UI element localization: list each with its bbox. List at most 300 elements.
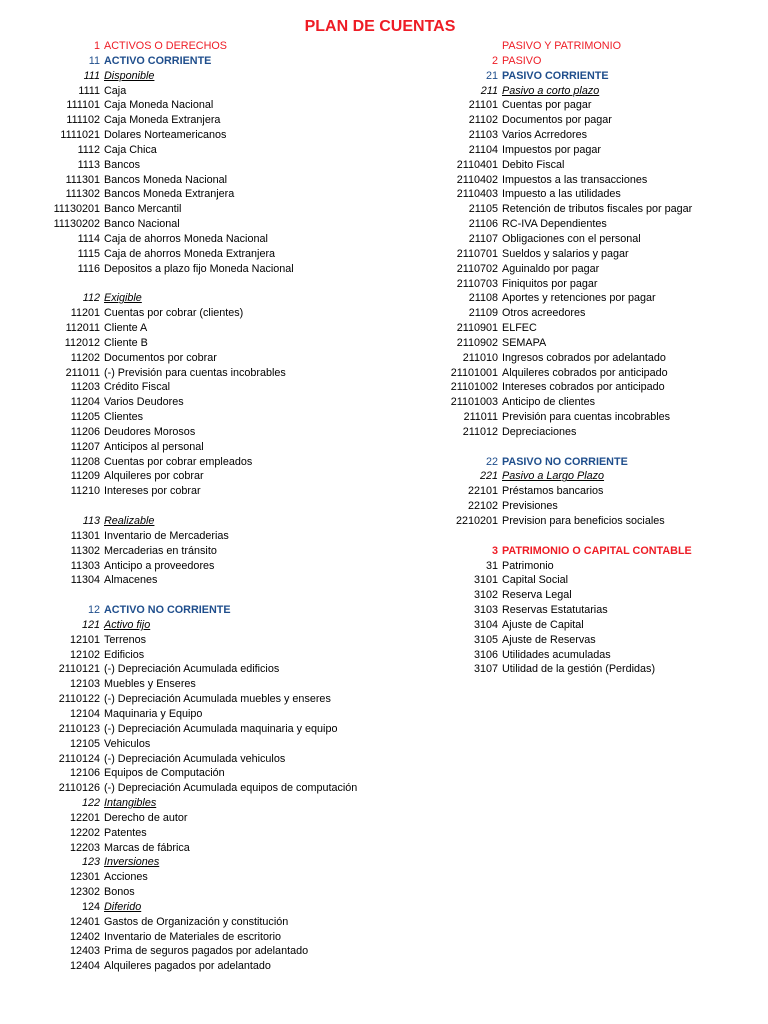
account-code: 2110703 — [456, 277, 498, 290]
account-label: Equipos de Computación — [104, 767, 225, 780]
account-row — [0, 781, 357, 796]
account-code: 12101 — [69, 633, 100, 646]
account-row — [402, 603, 692, 618]
account-row — [0, 187, 357, 202]
account-code: 2110124 — [58, 752, 100, 765]
account-row — [0, 900, 357, 915]
account-row — [402, 559, 692, 574]
account-label: Inversiones — [104, 856, 160, 869]
account-label: Mercaderias en tránsito — [104, 544, 217, 557]
account-label: Pasivo a Largo Plazo — [502, 470, 605, 483]
account-row — [0, 351, 357, 366]
account-label: Cuentas por cobrar (clientes) — [104, 307, 244, 320]
account-label: Patrimonio — [502, 559, 554, 572]
account-label: Realizable — [104, 515, 155, 527]
account-code: 2110126 — [58, 782, 100, 795]
account-label: Derecho de autor — [104, 811, 188, 824]
account-code: 211011 — [65, 366, 100, 379]
account-code: 1114 — [77, 232, 100, 245]
account-row — [0, 262, 357, 277]
account-code — [0, 277, 104, 292]
account-code: 3102 — [473, 589, 498, 602]
account-row — [402, 262, 692, 277]
account-row — [0, 766, 357, 781]
account-label: Reserva Legal — [502, 589, 572, 602]
account-row — [0, 202, 357, 217]
account-row — [402, 633, 692, 648]
account-label: Muebles y Enseres — [104, 678, 196, 691]
account-row — [0, 841, 357, 856]
account-row — [402, 277, 692, 292]
account-row — [402, 321, 692, 336]
account-row — [0, 559, 357, 574]
account-row — [0, 440, 357, 455]
account-label: PASIVO Y PATRIMONIO — [502, 40, 621, 52]
account-code: 11210 — [70, 485, 100, 498]
account-row — [0, 752, 357, 767]
account-label: Disponible — [104, 69, 155, 82]
account-code: 112012 — [64, 336, 100, 349]
account-label: Retención de tributos fiscales por pagar — [502, 203, 693, 216]
account-row — [402, 469, 692, 484]
account-code: 111301 — [65, 173, 100, 186]
account-code: 11130201 — [53, 203, 100, 216]
account-row — [0, 128, 357, 143]
account-row — [402, 232, 692, 247]
account-label: Clientes — [104, 411, 144, 424]
account-row — [402, 410, 692, 425]
account-row — [0, 173, 357, 188]
account-code: 111101 — [66, 99, 100, 112]
account-label: (-) Depreciación Acumulada muebles y enseres — [104, 693, 331, 706]
account-label: Vehiculos — [104, 737, 151, 750]
account-row — [402, 173, 692, 188]
account-code: 3106 — [473, 648, 498, 661]
account-row — [402, 39, 692, 54]
account-label: Previsión para cuentas incobrables — [502, 411, 671, 424]
account-code: 21103 — [468, 129, 498, 142]
account-row — [0, 84, 357, 99]
account-row — [402, 366, 692, 381]
account-code: 2110901 — [456, 322, 498, 335]
account-row — [0, 811, 357, 826]
account-row — [0, 826, 357, 841]
account-code: 112 — [82, 292, 100, 305]
account-label: Utilidad de la gestión (Perdidas) — [502, 663, 656, 676]
account-row — [402, 395, 692, 410]
account-label: Debito Fiscal — [502, 158, 565, 171]
account-label: ELFEC — [502, 322, 537, 335]
account-code: 11201 — [70, 307, 100, 320]
account-code: 2210201 — [455, 515, 498, 527]
account-code: 111302 — [65, 188, 100, 201]
account-label: Intereses cobrados por anticipado — [502, 381, 665, 394]
account-code: 11130202 — [53, 218, 100, 231]
account-label: Prevision para beneficios sociales — [502, 515, 665, 527]
account-row — [0, 796, 357, 811]
account-code: 211 — [480, 84, 498, 97]
account-code: 111 — [83, 69, 100, 82]
account-code: 21104 — [468, 143, 498, 156]
account-row — [402, 217, 692, 232]
account-code: 3104 — [473, 618, 498, 631]
account-code: 1115 — [77, 247, 100, 260]
account-row — [0, 915, 357, 930]
account-label: Bancos — [104, 158, 141, 171]
account-row — [0, 930, 357, 945]
account-code: 211011 — [463, 411, 498, 424]
account-label: Prima de seguros pagados por adelantado — [104, 945, 309, 958]
account-code: 12402 — [69, 930, 100, 943]
account-label: Crédito Fiscal — [104, 381, 170, 394]
account-label: Utilidades acumuladas — [502, 648, 611, 661]
account-row — [402, 158, 692, 173]
page-title: PLAN DE CUENTAS — [304, 18, 456, 35]
account-row — [0, 603, 357, 618]
account-code: 12201 — [69, 811, 100, 824]
account-label: Anticipo de clientes — [502, 396, 596, 409]
account-row — [0, 707, 357, 722]
account-row — [402, 291, 692, 306]
account-label: (-) Depreciación Acumulada vehiculos — [104, 752, 286, 765]
account-row — [0, 277, 357, 292]
account-label: Ingresos cobrados por adelantado — [502, 351, 666, 364]
account-label: Alquileres pagados por adelantado — [104, 960, 271, 973]
account-label: Impuestos por pagar — [502, 143, 602, 156]
account-row — [402, 69, 692, 84]
account-code: 11301 — [70, 529, 100, 542]
account-label: (-) Previsión para cuentas incobrables — [104, 366, 286, 379]
account-code: 12404 — [69, 960, 100, 973]
account-label: Caja de ahorros Moneda Extranjera — [104, 247, 276, 260]
account-row — [0, 410, 357, 425]
account-label: Caja — [104, 84, 127, 97]
account-row — [402, 98, 692, 113]
account-row — [0, 469, 357, 484]
account-code: 3103 — [473, 604, 498, 617]
account-row — [0, 959, 357, 974]
account-row — [0, 514, 357, 529]
account-code: 11203 — [70, 381, 100, 394]
account-row — [0, 737, 357, 752]
account-code: 2110402 — [456, 173, 498, 186]
account-row — [0, 306, 357, 321]
account-code: 21106 — [468, 218, 498, 231]
account-row — [402, 380, 692, 395]
account-label: PATRIMONIO O CAPITAL CONTABLE — [502, 544, 692, 557]
account-row — [0, 692, 357, 707]
account-label: Cliente B — [104, 336, 148, 349]
account-code: 11209 — [70, 470, 100, 483]
account-code: 1112 — [77, 143, 100, 156]
account-row — [0, 944, 357, 959]
account-code: 2110123 — [58, 722, 100, 735]
account-row — [0, 291, 357, 306]
account-row — [0, 618, 357, 633]
account-code: 12301 — [69, 871, 100, 884]
account-label: RC-IVA Dependientes — [502, 218, 607, 231]
account-code: 111102 — [66, 114, 100, 127]
account-code: 21108 — [468, 292, 498, 305]
account-row — [0, 366, 357, 381]
account-row — [402, 202, 692, 217]
account-row — [402, 351, 692, 366]
account-code: 31 — [485, 559, 498, 572]
account-row — [0, 143, 357, 158]
account-label: (-) Depreciación Acumulada equipos de computación — [104, 782, 358, 795]
account-row — [0, 98, 357, 113]
account-code — [0, 588, 104, 603]
account-row — [402, 455, 692, 470]
account-label: Aguinaldo por pagar — [502, 262, 600, 275]
account-row — [402, 588, 692, 603]
account-code: 1111 — [78, 84, 100, 97]
assets-column — [0, 39, 357, 974]
account-label: Alquileres por cobrar — [104, 470, 204, 483]
account-code: 3105 — [473, 633, 498, 646]
account-row — [0, 870, 357, 885]
account-label: (-) Depreciación Acumulada maquinaria y equipo — [104, 722, 338, 735]
account-code: 1116 — [77, 262, 100, 275]
account-row — [0, 722, 357, 737]
account-row — [402, 514, 692, 529]
account-code: 11205 — [70, 411, 100, 424]
account-label: Sueldos y salarios y pagar — [502, 247, 629, 260]
account-label: Inventario de Mercaderias — [104, 529, 229, 542]
account-label: Edificios — [104, 648, 145, 661]
account-code: 21107 — [468, 232, 498, 245]
account-row — [402, 425, 692, 440]
account-label: Aportes y retenciones por pagar — [502, 292, 656, 305]
account-code: 12102 — [69, 648, 100, 661]
account-code: 2110121 — [58, 663, 100, 676]
account-code: 2110701 — [456, 247, 498, 260]
account-row — [0, 425, 357, 440]
account-label: Alquileres cobrados por anticipado — [502, 366, 668, 379]
account-code: 11 — [88, 54, 100, 67]
account-label: Capital Social — [502, 574, 569, 587]
account-code: 123 — [81, 856, 100, 869]
account-code: 121 — [81, 618, 100, 631]
liabilities-equity-column — [402, 39, 692, 677]
account-label: ACTIVO NO CORRIENTE — [104, 604, 231, 617]
account-code: 2110401 — [456, 158, 498, 171]
account-label: Anticipos al personal — [104, 440, 204, 453]
account-row — [0, 54, 357, 69]
account-code: 11204 — [70, 396, 100, 409]
account-code: 21101 — [468, 99, 498, 112]
account-row — [402, 247, 692, 262]
account-row — [402, 143, 692, 158]
account-row — [0, 677, 357, 692]
account-row — [402, 529, 692, 544]
account-row — [402, 573, 692, 588]
account-code: 22 — [485, 455, 498, 468]
account-label: Terrenos — [104, 633, 147, 646]
account-label: Varios Acrredores — [502, 129, 588, 142]
account-label: Otros acreedores — [502, 307, 586, 320]
account-label: Previsiones — [502, 500, 558, 513]
account-label: Depositos a plazo fijo Moneda Nacional — [104, 262, 294, 275]
account-label: (-) Depreciación Acumulada edificios — [104, 663, 280, 676]
account-label: SEMAPA — [502, 336, 547, 349]
account-row — [402, 336, 692, 351]
account-label: Activo fijo — [104, 618, 151, 631]
account-label: Bancos Moneda Nacional — [104, 173, 228, 186]
account-label: Exigible — [104, 292, 142, 305]
account-label: Impuesto a las utilidades — [502, 188, 621, 201]
account-row — [402, 499, 692, 514]
account-row — [0, 395, 357, 410]
account-label: Anticipo a proveedores — [104, 559, 215, 572]
account-label: Inventario de Materiales de escritorio — [104, 930, 282, 943]
account-label: Ajuste de Capital — [502, 618, 584, 631]
account-label: Maquinaria y Equipo — [104, 707, 203, 720]
account-code: 12 — [87, 604, 100, 617]
account-label: Préstamos bancarios — [502, 485, 604, 498]
account-code: 11206 — [70, 425, 100, 438]
account-row — [0, 855, 357, 870]
account-label: Patentes — [104, 826, 147, 839]
account-label: Diferido — [104, 900, 142, 913]
account-label: Cuentas por pagar — [502, 99, 592, 112]
account-row — [0, 232, 357, 247]
account-row — [402, 306, 692, 321]
account-code: 21 — [485, 69, 498, 82]
account-row — [0, 499, 357, 514]
account-row — [402, 54, 692, 69]
account-code: 11304 — [70, 574, 100, 587]
account-code: 211010 — [462, 351, 498, 364]
account-label: Caja de ahorros Moneda Nacional — [104, 232, 268, 245]
account-row — [402, 618, 692, 633]
account-label: Documentos por pagar — [502, 114, 612, 127]
account-code: 11302 — [70, 544, 100, 557]
account-code — [0, 499, 104, 514]
account-code: 21101002 — [450, 381, 498, 394]
account-row — [0, 217, 357, 232]
account-label: Acciones — [104, 871, 148, 884]
account-row — [0, 321, 357, 336]
account-code: 124 — [81, 900, 100, 913]
account-row — [402, 187, 692, 202]
account-code: 12302 — [69, 886, 100, 899]
account-code: 21105 — [468, 203, 498, 216]
account-code — [402, 39, 502, 54]
account-row — [0, 247, 357, 262]
account-code: 22102 — [467, 500, 498, 513]
account-row — [402, 440, 692, 455]
account-label: ACTIVO CORRIENTE — [104, 54, 212, 67]
account-row — [0, 39, 357, 54]
account-label: PASIVO — [502, 54, 542, 67]
account-code: 2110403 — [456, 188, 498, 201]
account-label: Caja Moneda Nacional — [104, 99, 214, 112]
account-code: 12403 — [69, 945, 100, 958]
account-code: 12203 — [69, 841, 100, 854]
account-code: 12106 — [69, 767, 100, 780]
account-label: Bonos — [104, 886, 135, 899]
account-code: 11208 — [70, 455, 100, 468]
account-code: 2110902 — [456, 336, 498, 349]
account-code: 2110702 — [456, 262, 498, 275]
account-row — [402, 544, 692, 559]
account-code: 113 — [82, 515, 100, 527]
account-row — [0, 484, 357, 499]
account-label: Reservas Estatutarias — [502, 604, 608, 617]
account-code: 1111021 — [60, 129, 100, 142]
account-label: Varios Deudores — [104, 396, 184, 409]
account-code: 1113 — [77, 158, 100, 171]
account-row — [402, 648, 692, 663]
account-row — [0, 380, 357, 395]
account-label: PASIVO NO CORRIENTE — [502, 455, 628, 468]
account-row — [0, 529, 357, 544]
account-row — [0, 113, 357, 128]
account-label: PASIVO CORRIENTE — [502, 69, 609, 82]
account-label: Impuestos a las transacciones — [502, 173, 648, 186]
account-label: Depreciaciones — [502, 425, 577, 438]
account-code: 1 — [93, 40, 100, 52]
account-code — [402, 440, 502, 455]
account-row — [0, 544, 357, 559]
account-row — [402, 84, 692, 99]
account-label: Almacenes — [104, 574, 158, 587]
account-row — [0, 662, 357, 677]
account-label: Dolares Norteamericanos — [104, 129, 227, 142]
account-label: Caja Moneda Extranjera — [104, 114, 221, 127]
account-label: Cuentas por cobrar empleados — [104, 455, 253, 468]
account-label: Banco Mercantil — [104, 203, 182, 216]
account-code: 2110122 — [58, 693, 100, 706]
account-row — [0, 455, 357, 470]
account-row — [0, 336, 357, 351]
account-code: 2 — [491, 54, 498, 67]
account-label: Gastos de Organización y constitución — [104, 915, 289, 928]
account-code: 3 — [491, 544, 498, 557]
account-code: 21109 — [468, 307, 498, 320]
account-code: 12103 — [69, 678, 100, 691]
account-row — [0, 885, 357, 900]
account-row — [402, 113, 692, 128]
account-code: 12105 — [69, 737, 100, 750]
account-code: 112011 — [65, 322, 100, 335]
account-code: 21101003 — [450, 396, 498, 409]
account-label: Finiquitos por pagar — [502, 277, 598, 290]
account-row — [0, 588, 357, 603]
account-row — [0, 573, 357, 588]
account-label: Intereses por cobrar — [104, 485, 201, 498]
account-code: 12401 — [69, 915, 100, 928]
account-code: 12202 — [69, 826, 100, 839]
account-row — [0, 69, 357, 84]
account-code — [402, 529, 502, 544]
account-row — [402, 662, 692, 677]
account-code: 11303 — [70, 559, 100, 572]
account-code: 11207 — [70, 440, 100, 453]
account-row — [0, 633, 357, 648]
account-code: 211012 — [462, 425, 498, 438]
account-code: 21101001 — [450, 366, 498, 379]
account-label: Pasivo a corto plazo — [502, 84, 600, 97]
account-label: Bancos Moneda Extranjera — [104, 188, 235, 201]
account-label: Obligaciones con el personal — [502, 232, 641, 245]
account-label: Marcas de fábrica — [104, 841, 190, 854]
account-code: 122 — [81, 797, 100, 810]
account-code: 3101 — [473, 574, 498, 587]
account-code: 221 — [479, 470, 498, 483]
account-row — [402, 484, 692, 499]
